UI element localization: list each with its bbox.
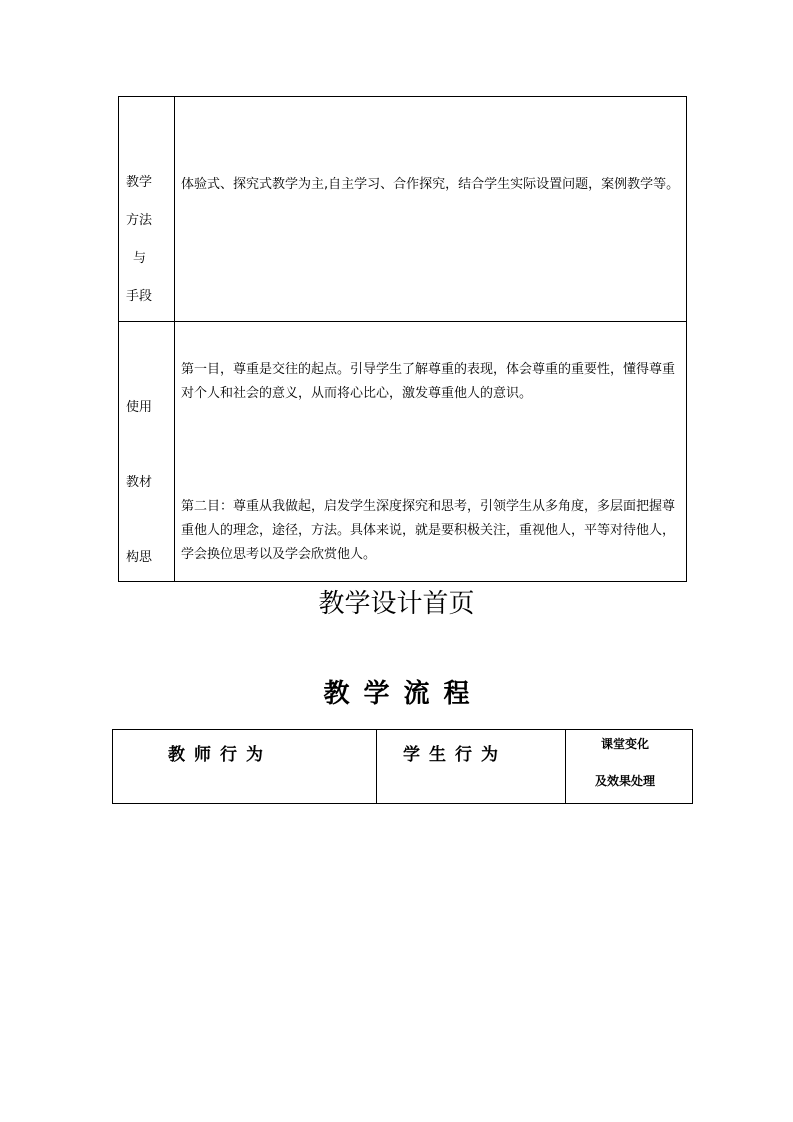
student-behavior-header: 学生行为 [403, 745, 507, 765]
effect-handling-header: 及效果处理 [595, 774, 656, 788]
flow-table-divider-1 [376, 730, 377, 803]
table-divider-horizontal [119, 321, 686, 322]
table-divider-vertical [174, 97, 175, 581]
section-title: 教学流程 [323, 679, 484, 709]
teaching-flow-table [112, 729, 693, 804]
material-label-line-1: 使用 [126, 400, 153, 415]
material-content-1: 第一目，尊重是交往的起点。引导学生了解尊重的表现，体会尊重的重要性，懂得尊重对个人和社会的意义，从而将心比心，激发尊重他人的意识。 [181, 362, 676, 401]
material-label-line-3: 构思 [126, 550, 153, 565]
flow-table-divider-2 [565, 730, 566, 803]
teaching-design-table [118, 96, 687, 582]
material-label-line-2: 教材 [126, 475, 153, 490]
page-title: 教学设计首页 [318, 589, 475, 619]
method-label-line-4: 手段 [126, 289, 153, 304]
method-label-line-2: 方法 [126, 213, 153, 228]
classroom-change-header: 课堂变化 [601, 737, 650, 751]
method-label-line-1: 教学 [126, 175, 153, 190]
method-label-line-3: 与 [133, 251, 147, 266]
teacher-behavior-header: 教师行为 [168, 745, 272, 765]
material-content-2: 第二目：尊重从我做起，启发学生深度探究和思考，引领学生从多角度，多层面把握尊重他人的理念，途径，方法。具体来说，就是要积极关注，重视他人，平等对待他人，学会换位思考以及学会欣赏他人。 [181, 499, 676, 562]
method-content: 体验式、探究式教学为主,自主学习、合作探究，结合学生实际设置问题，案例教学等。 [181, 177, 680, 192]
